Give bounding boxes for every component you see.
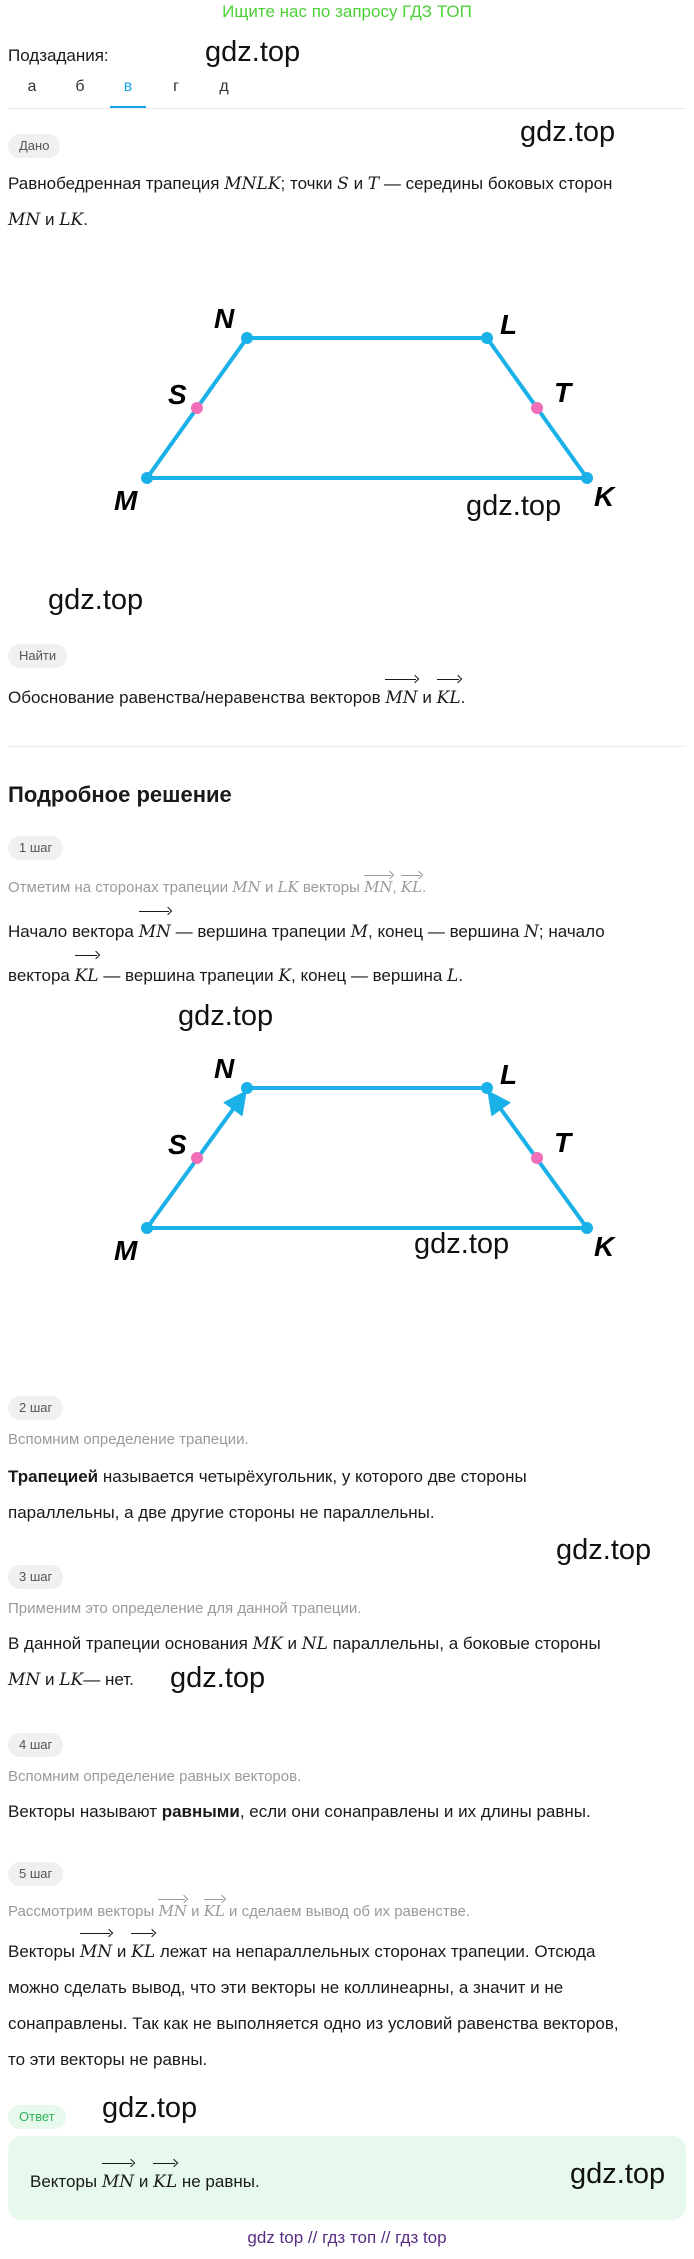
step5-line1-a: Векторы [8,1942,80,1961]
given-text-a: Равнобедренная трапеция [8,174,225,193]
step1-text [8,908,688,996]
label-k: K [594,1231,615,1262]
vector-mn: MN [102,2160,134,2200]
step5-badge [8,1862,63,1886]
and-word: и [422,688,432,707]
answer-badge [8,2105,66,2129]
vectors-figure [0,1040,694,1280]
step2-text [8,1459,688,1531]
label-s: S [168,379,187,410]
watermark: gdz.top [520,116,616,148]
math-nl: NL [301,1634,328,1654]
midpoint-t [531,402,543,414]
math-mnlk: MNLK [224,174,281,194]
tab-v[interactable]: в [104,72,152,108]
label-n: N [214,1053,235,1084]
vertex-k [581,1222,593,1234]
math-m: M [350,922,369,942]
and-word: и [264,879,274,896]
watermark: gdz.top [205,36,301,68]
step4-line-b: , если они сонаправлены и их длины равны. [239,1802,591,1821]
math-s: S [337,174,349,194]
math-k: K [278,966,292,986]
math-lk: LK [277,878,299,896]
math-l: L [447,966,459,986]
label-t: T [554,377,572,408]
step5-hint [8,1896,688,1923]
step1-hint-a: Отметим на сторонах трапеции [8,879,233,896]
step4-line-a: Векторы называют [8,1802,162,1821]
step3-line1-b: параллельны, а боковые стороны [327,1634,601,1653]
dot: . [422,879,427,896]
vector-mn: MN [158,1896,186,1922]
watermark: gdz.top [414,1228,510,1260]
vector-kl: KL [153,2160,177,2200]
step2-line1: называется четырёхугольник, у которого две стороны [98,1467,527,1486]
and-word: и [45,1670,55,1689]
step5-line2: можно сделать вывод, что эти векторы не коллинеарны, а значит и не [8,1978,564,1997]
math-n: N [524,922,539,942]
top-banner[interactable]: Ищите нас по запросу ГДЗ ТОП [222,2,472,21]
math-mn: MN [232,878,261,896]
vector-kl: KL [75,952,99,996]
vertex-m [141,472,153,484]
vector-kl: KL [437,676,461,716]
step1-line1-a: Начало вектора [8,922,139,941]
step4-badge-label: 4 шаг [8,1733,63,1757]
step5-text [8,1930,688,2078]
watermark: gdz.top [102,2092,198,2124]
find-badge-label: Найти [8,644,67,668]
vertex-l [481,1082,493,1094]
step5-badge-label: 5 шаг [8,1862,63,1886]
step4-hint: Вспомним определение равных векторов. [8,1768,302,1785]
step1-line2-b: — вершина трапеции [98,966,279,985]
step1-line1-d: ; начало [538,922,605,941]
vector-mn: MN [139,908,171,952]
and-word: и [45,210,55,229]
step5-hint-b: и сделаем вывод об их равенстве. [224,1903,471,1920]
step3-badge-label: 3 шаг [8,1565,63,1589]
step2-badge-label: 2 шаг [8,1396,63,1420]
step2-hint: Вспомним определение трапеции. [8,1431,249,1448]
solution-title: Подробное решение [8,782,232,807]
divider [8,108,686,109]
subtasks-label: Подзадания: [8,46,109,65]
and-word: и [191,1903,200,1920]
find-text-a: Обоснование равенства/неравенства векторов [8,688,386,707]
step5-line3: сонаправлены. Так как не выполняется одно из условий равенства векторов, [8,2014,619,2033]
dot: . [458,966,464,985]
step1-line1-b: — вершина трапеции [170,922,351,941]
find-badge [8,644,67,668]
step1-badge-label: 1 шаг [8,836,63,860]
given-text [8,166,688,238]
watermark: gdz.top [556,1534,652,1566]
step1-line1-c: , конец — вершина [368,922,525,941]
watermark: gdz.top [170,1662,266,1694]
answer-text-a: Векторы [30,2172,102,2191]
given-badge [8,134,60,158]
label-l: L [500,1059,518,1090]
find-text [8,676,688,716]
step2-bold: Трапецией [8,1467,99,1486]
step4-badge [8,1733,63,1757]
vector-mn: MN [364,872,392,898]
label-t: T [554,1127,572,1158]
step3-text [8,1626,688,1698]
answer-text [30,2160,260,2200]
math-t: T [367,174,380,194]
subtask-tabs [8,72,248,108]
step2-badge [8,1396,63,1420]
step1-line2-c: , конец — вершина [291,966,448,985]
tab-g[interactable]: г [173,78,179,95]
math-lk: LK [59,1670,84,1690]
label-n: N [214,303,235,334]
vector-kl: KL [131,1930,155,1970]
step3-badge [8,1565,63,1589]
answer-text-b: не равны. [177,2172,260,2191]
tab-b[interactable]: б [75,78,85,95]
vertex-m [141,1222,153,1234]
answer-badge-label: Ответ [8,2105,66,2129]
given-badge-label: Дано [8,134,60,158]
footer-links[interactable]: gdz top // гдз топ // гдз top [247,2228,447,2247]
label-s: S [168,1129,187,1160]
watermark: gdz.top [570,2158,666,2190]
tab-d[interactable]: д [219,78,229,95]
vertex-l [481,332,493,344]
and-word: и [116,1942,127,1961]
vector-kl: KL [401,872,422,898]
vertex-n [241,1082,253,1094]
tab-a[interactable]: а [27,78,37,95]
watermark: gdz.top [178,1000,274,1032]
and-word: и [138,2172,149,2191]
vector-mn: MN [385,676,417,716]
step4-bold: равными [161,1802,240,1821]
step1-line2-a: вектора [8,966,75,985]
vector-mn: MN [80,1930,112,1970]
label-l: L [500,309,518,340]
dot: . [460,688,466,707]
label-m: M [114,485,138,516]
divider [8,746,686,747]
step5-hint-a: Рассмотрим векторы [8,1903,159,1920]
dot: . [83,210,88,229]
watermark: gdz.top [466,490,562,522]
label-m: M [114,1235,138,1266]
math-lk: LK [59,210,84,230]
vertex-k [581,472,593,484]
step4-text [8,1794,688,1830]
step5-line4: то эти векторы не равны. [8,2050,208,2069]
math-mk: MK [252,1634,283,1654]
and-word: и [353,174,364,193]
midpoint-t [531,1152,543,1164]
and-word: и [287,1634,297,1653]
math-mn: MN [8,210,41,230]
step3-line2-b: — нет. [83,1670,134,1689]
step1-hint-b: векторы [298,879,365,896]
step1-badge [8,836,63,860]
midpoint-s [191,1152,203,1164]
given-text-c: — середины боковых сторон [379,174,613,193]
given-text-b: ; точки [280,174,338,193]
step2-line2: параллельны, а две другие стороны не параллельны. [8,1503,435,1522]
vertex-n [241,332,253,344]
midpoint-s [191,402,203,414]
step3-hint: Применим это определение для данной трапеции. [8,1600,362,1617]
watermark: gdz.top [48,584,144,616]
step5-line1-b: лежат на непараллельных сторонах трапеции. Отсюда [155,1942,596,1961]
label-k: K [594,481,615,512]
step1-hint: Отметим на сторонах трапеции MN и LK векторы MN, KL. [8,872,688,899]
step3-line1-a: В данной трапеции основания [8,1634,253,1653]
vector-kl: KL [204,1896,225,1922]
trapezoid-figure [0,290,694,530]
math-mn: MN [8,1670,41,1690]
